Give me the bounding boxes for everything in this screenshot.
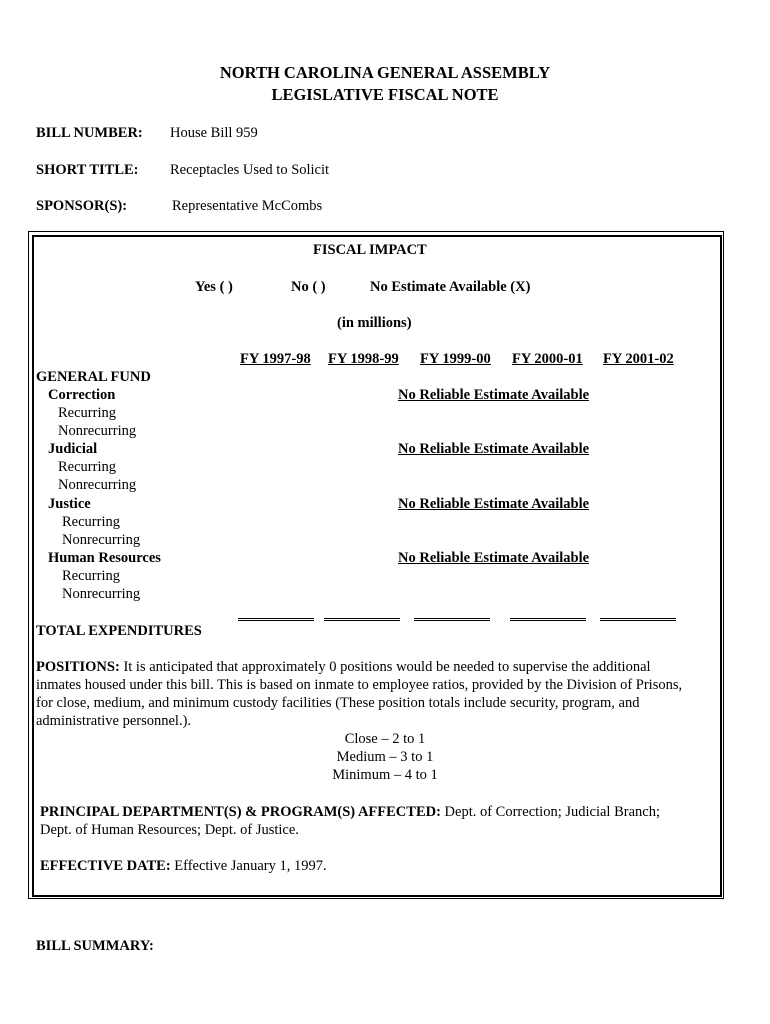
total-line-1999-00 <box>414 618 490 619</box>
correction-nonrecurring: Nonrecurring <box>58 423 137 439</box>
sponsor-label: SPONSOR(S): <box>36 198 128 214</box>
principal-line-1 <box>40 803 660 821</box>
no-reliable-estimate-judicial: No Reliable Estimate Available <box>398 441 590 457</box>
no-reliable-estimate-justice: No Reliable Estimate Available <box>398 496 590 512</box>
total-line-2001-02 <box>600 618 676 619</box>
correction-recurring: Recurring <box>58 405 116 421</box>
total-line-1998-99 <box>324 618 400 619</box>
bill-number-value: House Bill 959 <box>170 125 258 141</box>
no-reliable-estimate-correction: No Reliable Estimate Available <box>398 387 590 403</box>
no-reliable-estimate-human-resources: No Reliable Estimate Available <box>398 550 590 566</box>
principal-label: PRINCIPAL DEPARTMENT(S) & PROGRAM(S) AFFECTED: <box>40 804 441 820</box>
judicial-recurring: Recurring <box>58 459 116 475</box>
fy-header-2001-02: FY 2001-02 <box>603 351 674 367</box>
fiscal-impact-heading: FISCAL IMPACT <box>313 242 427 258</box>
positions-line-1 <box>36 658 651 676</box>
principal-text-1: Dept. of Correction; Judicial Branch; <box>444 804 660 820</box>
judicial-nonrecurring: Nonrecurring <box>58 477 137 493</box>
positions-line-2: inmates housed under this bill. This is based on inmate to employee ratios, provided by the Division of Prisons, <box>36 677 683 693</box>
principal-line-2: Dept. of Human Resources; Dept. of Justice. <box>40 822 299 838</box>
total-line-2000-01 <box>510 618 586 619</box>
units-label: (in millions) <box>337 315 412 331</box>
justice-nonrecurring: Nonrecurring <box>62 532 141 548</box>
category-judicial: Judicial <box>48 441 98 457</box>
bill-summary-label: BILL SUMMARY: <box>36 938 154 954</box>
total-line-1999-00-double <box>414 620 490 621</box>
fy-header-1998-99: FY 1998-99 <box>328 351 399 367</box>
document-subtitle: LEGISLATIVE FISCAL NOTE <box>271 85 499 104</box>
human-resources-nonrecurring: Nonrecurring <box>62 586 141 602</box>
total-line-1998-99-double <box>324 620 400 621</box>
sponsor-value: Representative McCombs <box>172 198 323 214</box>
effective-date-label: EFFECTIVE DATE: <box>40 858 171 874</box>
human-resources-recurring: Recurring <box>62 568 120 584</box>
total-line-1997-98-double <box>238 620 314 621</box>
positions-line-3: for close, medium, and minimum custody facilities (These position totals include security, program, and <box>36 695 640 711</box>
total-expenditures-label: TOTAL EXPENDITURES <box>36 623 202 639</box>
effective-date-line <box>40 857 327 875</box>
category-human-resources: Human Resources <box>48 550 161 566</box>
ratio-minimum: Minimum – 4 to 1 <box>332 767 438 783</box>
yes-option: Yes ( ) <box>195 279 233 295</box>
fy-header-2000-01: FY 2000-01 <box>512 351 583 367</box>
category-justice: Justice <box>48 496 91 512</box>
total-line-2001-02-double <box>600 620 676 621</box>
no-estimate-option: No Estimate Available (X) <box>370 279 531 295</box>
bill-number-label: BILL NUMBER: <box>36 125 143 141</box>
general-fund-label: GENERAL FUND <box>36 369 151 385</box>
fy-header-1999-00: FY 1999-00 <box>420 351 491 367</box>
short-title-label: SHORT TITLE: <box>36 162 139 178</box>
total-line-1997-98 <box>238 618 314 619</box>
category-correction: Correction <box>48 387 116 403</box>
effective-date-value: Effective January 1, 1997. <box>174 858 327 874</box>
ratio-close: Close – 2 to 1 <box>344 731 426 747</box>
total-line-2000-01-double <box>510 620 586 621</box>
short-title-value: Receptacles Used to Solicit <box>170 162 330 178</box>
document-title: NORTH CAROLINA GENERAL ASSEMBLY <box>219 63 551 82</box>
positions-label: POSITIONS: <box>36 659 120 675</box>
no-option: No ( ) <box>291 279 326 295</box>
justice-recurring: Recurring <box>62 514 120 530</box>
positions-line-4: administrative personnel.). <box>36 713 192 729</box>
ratio-medium: Medium – 3 to 1 <box>336 749 434 765</box>
fy-header-1997-98: FY 1997-98 <box>240 351 311 367</box>
positions-text-1: It is anticipated that approximately 0 positions would be needed to supervise the additional <box>123 659 651 675</box>
